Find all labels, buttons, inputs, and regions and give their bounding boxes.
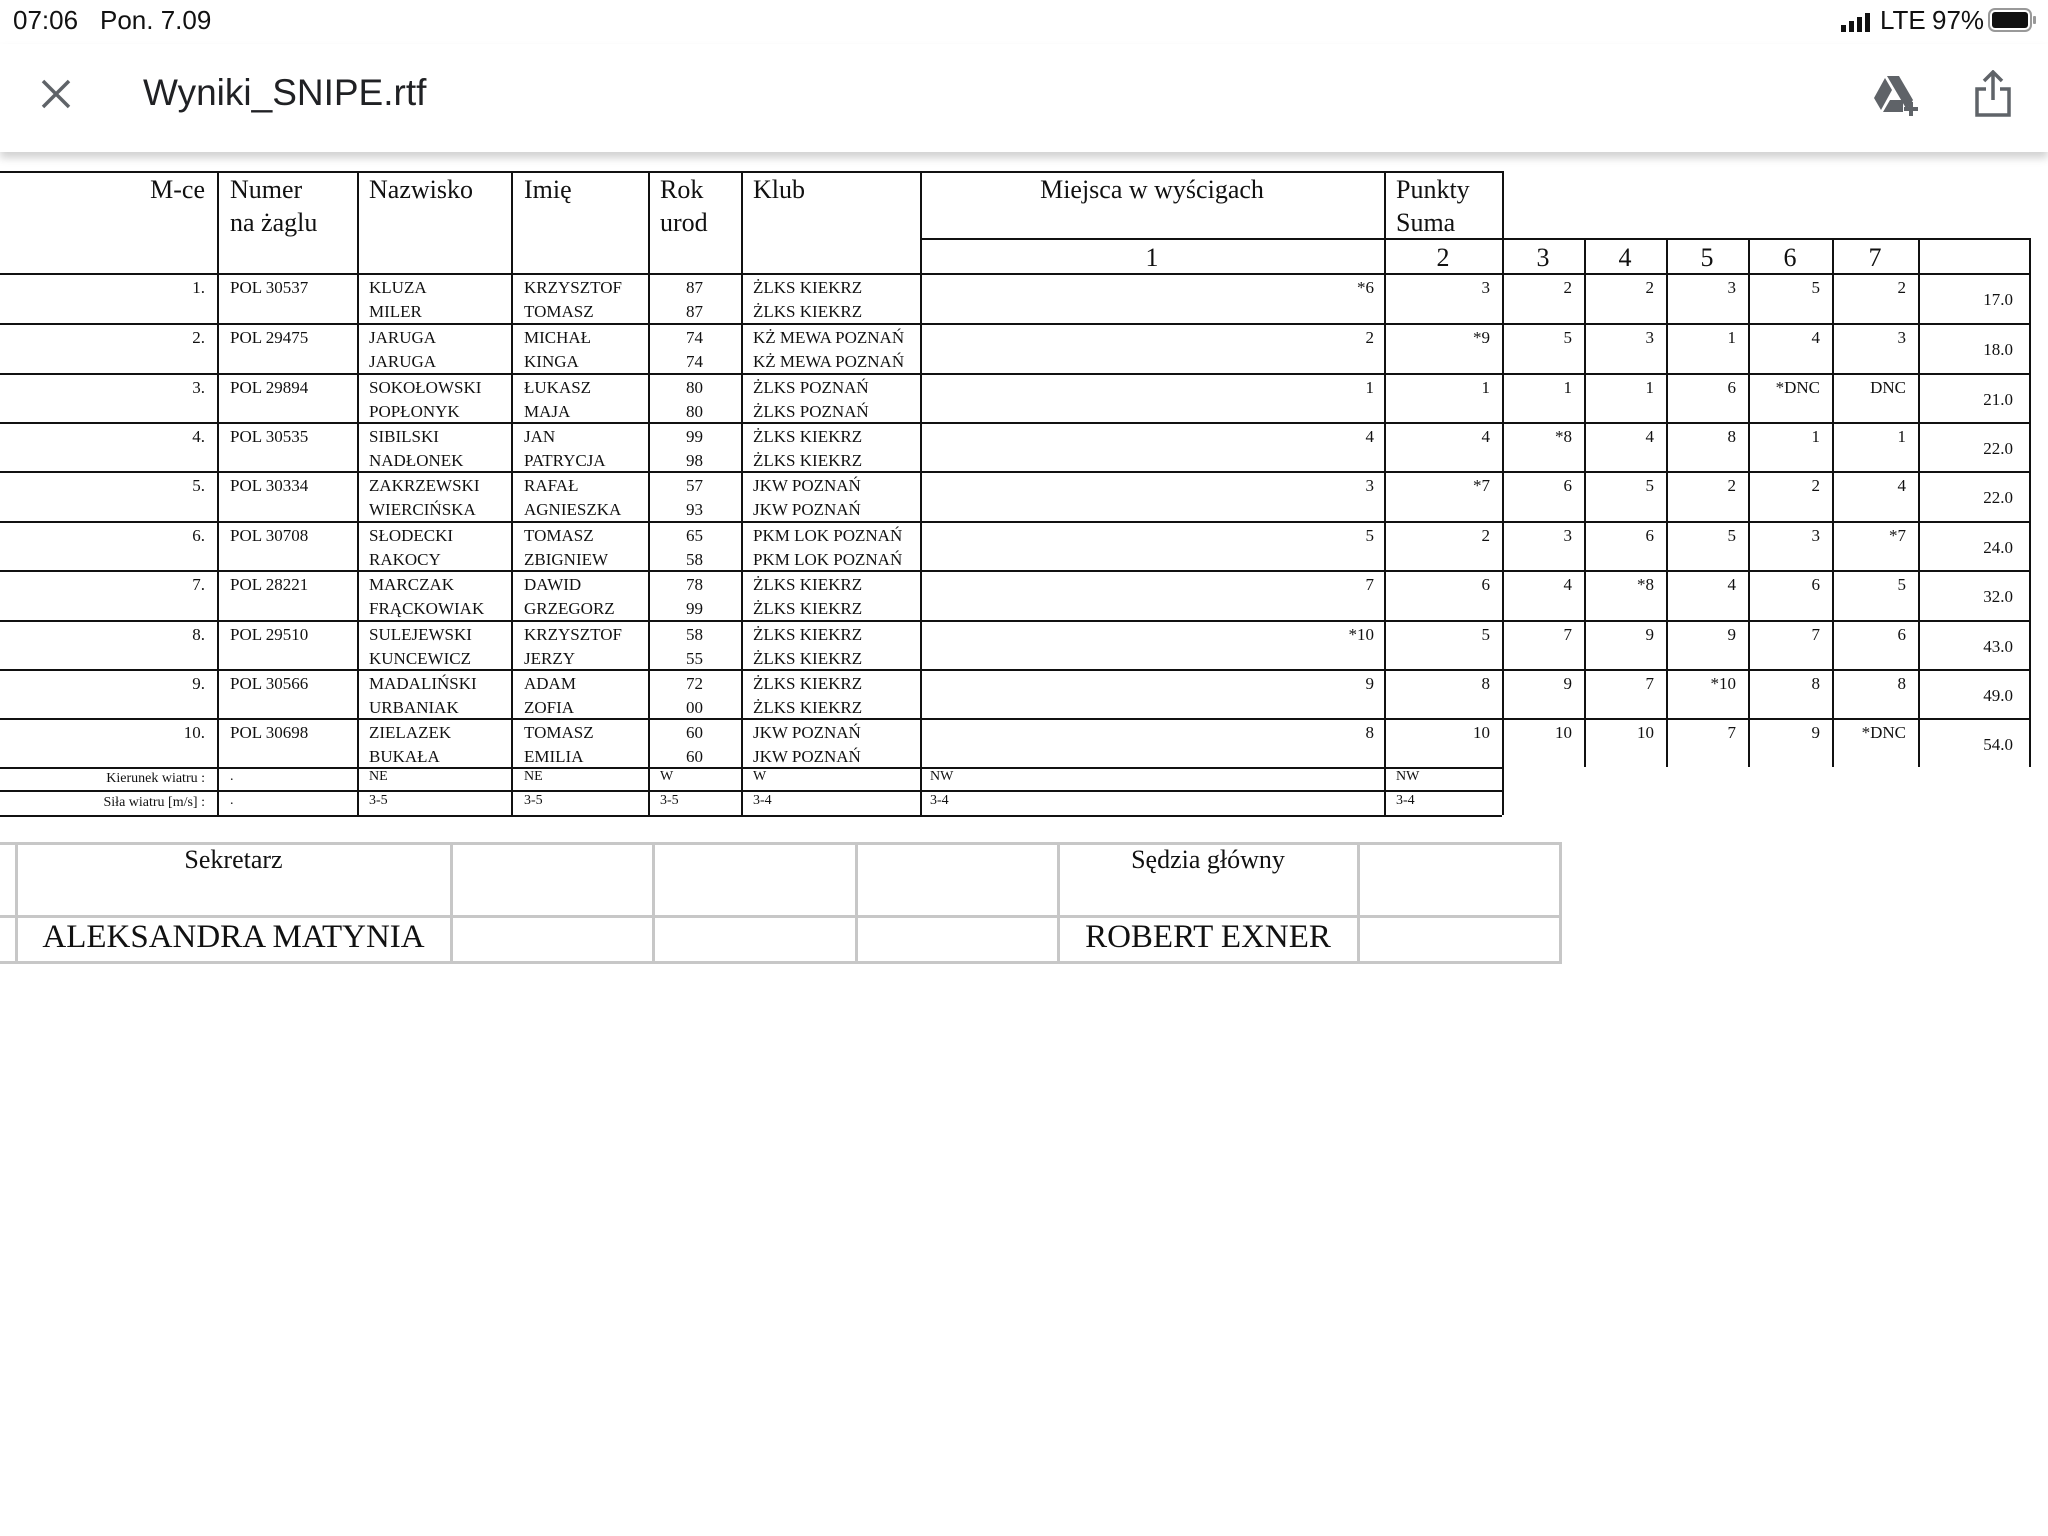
race-place: 4 bbox=[1645, 427, 1654, 446]
row-first-name: TOMASZ bbox=[524, 302, 594, 321]
race-number-header: 3 bbox=[1536, 243, 1550, 272]
race-place: 10 bbox=[1555, 723, 1572, 742]
row-total-points: 43.0 bbox=[1983, 637, 2013, 656]
row-place: 10. bbox=[183, 723, 205, 742]
race-place: 5 bbox=[1563, 328, 1572, 347]
race-place: *9 bbox=[1473, 328, 1490, 347]
row-club: PKM LOK POZNAŃ bbox=[753, 526, 903, 545]
wind-speed-value: 3-4 bbox=[1396, 793, 1415, 808]
row-club: ŻLKS KIEKRZ bbox=[753, 649, 863, 668]
race-place: 5 bbox=[1365, 526, 1374, 545]
row-place: 1. bbox=[192, 278, 205, 297]
row-total-points: 54.0 bbox=[1983, 735, 2013, 754]
row-club: PKM LOK POZNAŃ bbox=[753, 550, 903, 569]
judge-label: Sędzia główny bbox=[1131, 845, 1285, 874]
header-sail-number: Numer bbox=[230, 175, 303, 204]
network-type: LTE bbox=[1880, 5, 1926, 35]
secretary-label: Sekretarz bbox=[184, 845, 283, 874]
race-place: 10 bbox=[1637, 723, 1654, 742]
race-place: 3 bbox=[1481, 278, 1490, 297]
row-first-name: KINGA bbox=[524, 352, 579, 371]
signature-rule bbox=[0, 961, 1562, 964]
race-place: 9 bbox=[1365, 674, 1374, 693]
row-birth-year: 58 bbox=[686, 625, 703, 644]
row-birth-year: 87 bbox=[686, 302, 703, 321]
race-place: 8 bbox=[1481, 674, 1490, 693]
wind-direction-value: NE bbox=[524, 769, 543, 784]
row-surname: RAKOCY bbox=[369, 550, 441, 569]
row-birth-year: 93 bbox=[686, 500, 703, 519]
header-points-2: Suma bbox=[1396, 208, 1456, 237]
row-surname: JARUGA bbox=[369, 328, 437, 347]
race-place: 5 bbox=[1481, 625, 1490, 644]
row-surname: BUKAŁA bbox=[369, 747, 440, 766]
race-number-header: 7 bbox=[1868, 243, 1882, 272]
row-place: 8. bbox=[192, 625, 205, 644]
wind-direction-value: W bbox=[753, 769, 767, 784]
race-place: *7 bbox=[1889, 526, 1906, 545]
race-place: 9 bbox=[1811, 723, 1820, 742]
row-total-points: 21.0 bbox=[1983, 390, 2013, 409]
race-place: 6 bbox=[1811, 575, 1820, 594]
row-first-name: KRZYSZTOF bbox=[524, 278, 622, 297]
row-surname: SOKOŁOWSKI bbox=[369, 378, 482, 397]
row-first-name: ADAM bbox=[524, 674, 576, 693]
race-place: 2 bbox=[1365, 328, 1374, 347]
race-place: *10 bbox=[1710, 674, 1736, 693]
row-total-points: 22.0 bbox=[1983, 439, 2013, 458]
row-first-name: JERZY bbox=[524, 649, 575, 668]
wind-speed-value: 3-5 bbox=[369, 793, 388, 808]
row-sail-number: POL 30566 bbox=[230, 674, 309, 693]
race-place: 8 bbox=[1811, 674, 1820, 693]
row-club: JKW POZNAŃ bbox=[753, 723, 861, 742]
race-place: 1 bbox=[1897, 427, 1906, 446]
race-place: 8 bbox=[1365, 723, 1374, 742]
row-first-name: ZOFIA bbox=[524, 698, 575, 717]
row-total-points: 22.0 bbox=[1983, 488, 2013, 507]
race-place: 4 bbox=[1481, 427, 1490, 446]
row-surname: JARUGA bbox=[369, 352, 437, 371]
row-birth-year: 60 bbox=[686, 723, 703, 742]
row-birth-year: 72 bbox=[686, 674, 703, 693]
race-place: 3 bbox=[1645, 328, 1654, 347]
row-club: ŻLKS KIEKRZ bbox=[753, 427, 863, 446]
row-birth-year: 55 bbox=[686, 649, 703, 668]
race-place: 3 bbox=[1727, 278, 1736, 297]
row-birth-year: 80 bbox=[686, 402, 703, 421]
row-birth-year: 74 bbox=[686, 328, 703, 347]
wind-speed-value: 3-4 bbox=[930, 793, 949, 808]
row-surname: SULEJEWSKI bbox=[369, 625, 472, 644]
wind-direction-value: NE bbox=[369, 769, 388, 784]
race-place: 7 bbox=[1563, 625, 1572, 644]
battery-percent: 97% bbox=[1932, 5, 1985, 35]
race-place: 1 bbox=[1563, 378, 1572, 397]
row-sail-number: POL 30708 bbox=[230, 526, 309, 545]
wind-direction-value: . bbox=[230, 769, 234, 784]
row-place: 9. bbox=[192, 674, 205, 693]
document-title: Wyniki_SNIPE.rtf bbox=[143, 72, 427, 113]
row-birth-year: 99 bbox=[686, 427, 703, 446]
signature-rule bbox=[450, 842, 453, 964]
secretary-name: ALEKSANDRA MATYNIA bbox=[42, 919, 425, 955]
row-first-name: PATRYCJA bbox=[524, 451, 606, 470]
row-club: KŻ MEWA POZNAŃ bbox=[753, 352, 905, 371]
header-points: Punkty bbox=[1396, 175, 1470, 204]
race-place: 3 bbox=[1897, 328, 1906, 347]
row-club: JKW POZNAŃ bbox=[753, 476, 861, 495]
row-birth-year: 00 bbox=[686, 698, 703, 717]
race-number-header: 4 bbox=[1618, 243, 1632, 272]
race-number-header: 1 bbox=[1145, 243, 1159, 272]
row-club: ŻLKS POZNAŃ bbox=[753, 378, 869, 397]
row-birth-year: 60 bbox=[686, 747, 703, 766]
race-place: 6 bbox=[1645, 526, 1654, 545]
race-place: 9 bbox=[1563, 674, 1572, 693]
row-first-name: GRZEGORZ bbox=[524, 599, 615, 618]
race-place: *DNC bbox=[1861, 723, 1906, 742]
row-club: ŻLKS KIEKRZ bbox=[753, 278, 863, 297]
row-place: 7. bbox=[192, 575, 205, 594]
row-first-name: DAWID bbox=[524, 575, 582, 594]
row-place: 3. bbox=[192, 378, 205, 397]
row-first-name: MICHAŁ bbox=[524, 328, 592, 347]
wind-direction-value: NW bbox=[930, 769, 954, 784]
row-sail-number: POL 30537 bbox=[230, 278, 309, 297]
signature-rule bbox=[855, 842, 858, 964]
row-club: ŻLKS KIEKRZ bbox=[753, 698, 863, 717]
header-birth-year-2: urod bbox=[660, 208, 708, 237]
race-place: *DNC bbox=[1775, 378, 1820, 397]
row-first-name: MAJA bbox=[524, 402, 571, 421]
race-place: 6 bbox=[1897, 625, 1906, 644]
race-place: 2 bbox=[1897, 278, 1906, 297]
race-place: 4 bbox=[1563, 575, 1572, 594]
race-place: 6 bbox=[1563, 476, 1572, 495]
signature-rule bbox=[1559, 842, 1562, 964]
row-total-points: 49.0 bbox=[1983, 686, 2013, 705]
row-sail-number: POL 29475 bbox=[230, 328, 309, 347]
row-club: ŻLKS POZNAŃ bbox=[753, 402, 869, 421]
row-surname: NADŁONEK bbox=[369, 451, 464, 470]
race-place: 7 bbox=[1811, 625, 1820, 644]
row-birth-year: 87 bbox=[686, 278, 703, 297]
race-place: 6 bbox=[1481, 575, 1490, 594]
race-place: 4 bbox=[1811, 328, 1820, 347]
race-place: 1 bbox=[1811, 427, 1820, 446]
row-place: 2. bbox=[192, 328, 205, 347]
row-surname: SŁODECKI bbox=[369, 526, 454, 545]
race-place: *8 bbox=[1555, 427, 1572, 446]
wind-direction-value: W bbox=[660, 769, 674, 784]
row-sail-number: POL 30535 bbox=[230, 427, 309, 446]
race-place: 4 bbox=[1897, 476, 1906, 495]
row-surname: WIERCIŃSKA bbox=[369, 500, 476, 519]
row-first-name: TOMASZ bbox=[524, 526, 594, 545]
row-birth-year: 65 bbox=[686, 526, 703, 545]
race-place: 5 bbox=[1645, 476, 1654, 495]
race-place: 8 bbox=[1897, 674, 1906, 693]
row-first-name: ZBIGNIEW bbox=[524, 550, 609, 569]
row-total-points: 32.0 bbox=[1983, 587, 2013, 606]
row-first-name: TOMASZ bbox=[524, 723, 594, 742]
wind-speed-value: 3-5 bbox=[660, 793, 679, 808]
row-club: ŻLKS KIEKRZ bbox=[753, 451, 863, 470]
row-sail-number: POL 28221 bbox=[230, 575, 309, 594]
header-sail-number-2: na żaglu bbox=[230, 208, 318, 237]
race-place: 1 bbox=[1645, 378, 1654, 397]
race-place: 2 bbox=[1563, 278, 1572, 297]
header-surname: Nazwisko bbox=[369, 175, 473, 204]
row-club: ŻLKS KIEKRZ bbox=[753, 575, 863, 594]
row-birth-year: 99 bbox=[686, 599, 703, 618]
race-place: *10 bbox=[1348, 625, 1374, 644]
row-first-name: AGNIESZKA bbox=[524, 500, 622, 519]
row-birth-year: 98 bbox=[686, 451, 703, 470]
row-first-name: KRZYSZTOF bbox=[524, 625, 622, 644]
row-club: ŻLKS KIEKRZ bbox=[753, 625, 863, 644]
race-place: 2 bbox=[1481, 526, 1490, 545]
header-birth-year: Rok bbox=[660, 175, 704, 204]
row-club: ŻLKS KIEKRZ bbox=[753, 599, 863, 618]
race-place: 2 bbox=[1811, 476, 1820, 495]
race-place: 3 bbox=[1365, 476, 1374, 495]
row-total-points: 17.0 bbox=[1983, 290, 2013, 309]
wind-speed-value: 3-4 bbox=[753, 793, 772, 808]
row-club: ŻLKS KIEKRZ bbox=[753, 302, 863, 321]
row-total-points: 24.0 bbox=[1983, 538, 2013, 557]
race-place: 7 bbox=[1645, 674, 1654, 693]
race-place: 4 bbox=[1365, 427, 1374, 446]
row-surname: POPŁONYK bbox=[369, 402, 460, 421]
race-place: 4 bbox=[1727, 575, 1736, 594]
row-surname: KUNCEWICZ bbox=[369, 649, 471, 668]
row-surname: ZAKRZEWSKI bbox=[369, 476, 480, 495]
status-date: Pon. 7.09 bbox=[100, 5, 212, 35]
row-place: 4. bbox=[192, 427, 205, 446]
wind-speed-value: 3-5 bbox=[524, 793, 543, 808]
status-time: 07:06 bbox=[13, 5, 79, 35]
row-club: JKW POZNAŃ bbox=[753, 500, 861, 519]
signature-rule bbox=[1357, 842, 1360, 964]
race-place: 1 bbox=[1365, 378, 1374, 397]
signature-rule bbox=[652, 842, 655, 964]
row-surname: ZIELAZEK bbox=[369, 723, 452, 742]
row-first-name: ŁUKASZ bbox=[524, 378, 592, 397]
row-club: KŻ MEWA POZNAŃ bbox=[753, 328, 905, 347]
row-sail-number: POL 29894 bbox=[230, 378, 309, 397]
row-birth-year: 58 bbox=[686, 550, 703, 569]
row-place: 6. bbox=[192, 526, 205, 545]
header-first-name: Imię bbox=[524, 175, 572, 204]
race-place: 6 bbox=[1727, 378, 1736, 397]
race-number-header: 5 bbox=[1700, 243, 1714, 272]
race-place: DNC bbox=[1870, 378, 1906, 397]
row-club: JKW POZNAŃ bbox=[753, 747, 861, 766]
race-place: 3 bbox=[1811, 526, 1820, 545]
race-number-header: 2 bbox=[1436, 243, 1450, 272]
row-birth-year: 57 bbox=[686, 476, 703, 495]
row-first-name: JAN bbox=[524, 427, 556, 446]
judge-name: ROBERT EXNER bbox=[1085, 919, 1331, 955]
race-place: 2 bbox=[1727, 476, 1736, 495]
wind-speed-value: . bbox=[230, 793, 234, 808]
row-surname: MILER bbox=[369, 302, 422, 321]
signature-rule bbox=[0, 915, 1562, 918]
wind-direction-label: Kierunek wiatru : bbox=[106, 771, 205, 786]
race-place: 5 bbox=[1811, 278, 1820, 297]
row-surname: KLUZA bbox=[369, 278, 427, 297]
race-place: 9 bbox=[1645, 625, 1654, 644]
race-place: 8 bbox=[1727, 427, 1736, 446]
row-sail-number: POL 29510 bbox=[230, 625, 309, 644]
row-sail-number: POL 30334 bbox=[230, 476, 309, 495]
race-place: 5 bbox=[1897, 575, 1906, 594]
race-place: *6 bbox=[1357, 278, 1374, 297]
row-sail-number: POL 30698 bbox=[230, 723, 309, 742]
race-place: 2 bbox=[1645, 278, 1654, 297]
race-place: 9 bbox=[1727, 625, 1736, 644]
row-surname: MADALIŃSKI bbox=[369, 674, 477, 693]
header-place: M-ce bbox=[150, 175, 205, 204]
race-place: *8 bbox=[1637, 575, 1654, 594]
row-club: ŻLKS KIEKRZ bbox=[753, 674, 863, 693]
row-place: 5. bbox=[192, 476, 205, 495]
row-first-name: EMILIA bbox=[524, 747, 584, 766]
header-race-places: Miejsca w wyścigach bbox=[1040, 175, 1264, 204]
row-total-points: 18.0 bbox=[1983, 340, 2013, 359]
race-place: 7 bbox=[1365, 575, 1374, 594]
race-place: 1 bbox=[1727, 328, 1736, 347]
row-surname: FRĄCKOWIAK bbox=[369, 599, 485, 618]
race-place: *7 bbox=[1473, 476, 1490, 495]
row-first-name: RAFAŁ bbox=[524, 476, 579, 495]
race-place: 1 bbox=[1481, 378, 1490, 397]
row-birth-year: 80 bbox=[686, 378, 703, 397]
race-place: 5 bbox=[1727, 526, 1736, 545]
row-birth-year: 78 bbox=[686, 575, 703, 594]
row-surname: MARCZAK bbox=[369, 575, 455, 594]
row-birth-year: 74 bbox=[686, 352, 703, 371]
wind-speed-label: Siła wiatru [m/s] : bbox=[103, 795, 205, 810]
race-place: 3 bbox=[1563, 526, 1572, 545]
row-surname: URBANIAK bbox=[369, 698, 459, 717]
race-number-header: 6 bbox=[1783, 243, 1797, 272]
wind-direction-value: NW bbox=[1396, 769, 1420, 784]
header-club: Klub bbox=[753, 175, 805, 204]
race-place: 7 bbox=[1727, 723, 1736, 742]
race-place: 10 bbox=[1473, 723, 1490, 742]
row-surname: SIBILSKI bbox=[369, 427, 439, 446]
